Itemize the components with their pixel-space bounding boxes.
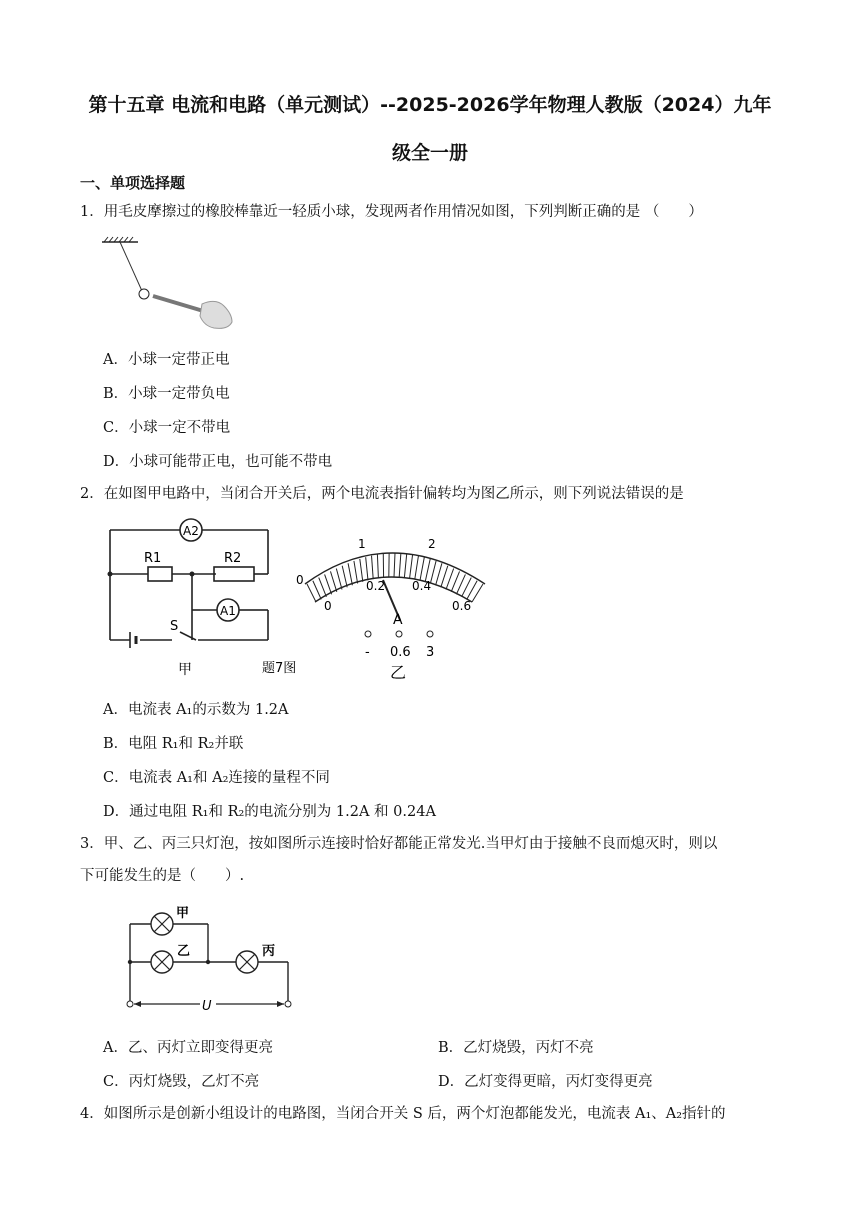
document-title-line2: 级全一册 xyxy=(391,142,468,164)
q2-scale-inner-1: 0.2 xyxy=(366,579,386,593)
section-heading: 一、单项选择题 xyxy=(80,174,186,192)
q3-option-a: A．乙、丙灯立即变得更亮 xyxy=(103,1040,273,1056)
q1-option-d: D．小球可能带正电，也可能不带电 xyxy=(103,454,333,470)
q3-label-yi: 乙 xyxy=(177,944,191,959)
q2-scale-inner-0: 0 xyxy=(324,599,332,613)
q3-option-b: B．乙灯烧毁，丙灯不亮 xyxy=(438,1040,594,1056)
q3-option-d: D．乙灯变得更暗，丙灯变得更亮 xyxy=(438,1074,653,1090)
question-4-text: 4．如图所示是创新小组设计的电路图，当闭合开关 S 后，两个灯泡都能发光，电流表 A₁、A₂指针的 xyxy=(80,1106,726,1122)
q3-label-u: U xyxy=(202,999,212,1014)
q1-option-a: A．小球一定带正电 xyxy=(103,352,230,368)
q1-figure-pendulum-rod xyxy=(98,236,238,332)
q2-terminal-minus: - xyxy=(365,645,370,660)
q1-option-b: B．小球一定带负电 xyxy=(103,386,230,402)
q2-label-a1: A1 xyxy=(220,604,236,618)
q2-option-c: C．电流表 A₁和 A₂连接的量程不同 xyxy=(103,770,330,786)
q2-label-r1: R1 xyxy=(144,551,162,566)
question-3-text-line1: 3．甲、乙、丙三只灯泡，按如图所示连接时恰好都能正常发光.当甲灯由于接触不良而熄灭时，则以 xyxy=(80,836,718,852)
q2-scale-outer-2: 2 xyxy=(428,537,436,551)
q2-label-yi: 乙 xyxy=(390,663,407,682)
q2-label-caption: 题7图 xyxy=(262,661,297,676)
q3-label-bing: 丙 xyxy=(262,944,276,959)
document-title-line1: 第十五章 电流和电路（单元测试）--2025-2026学年物理人教版（2024）九年 xyxy=(88,94,772,116)
q2-scale-outer-1: 1 xyxy=(358,537,366,551)
question-1-text: 1．用毛皮摩擦过的橡胶棒靠近一轻质小球，发现两者作用情况如图，下列判断正确的是 （ ） xyxy=(80,204,703,220)
q2-option-d: D．通过电阻 R₁和 R₂的电流分别为 1.2A 和 0.24A xyxy=(103,804,436,820)
question-2-text: 2．在如图甲电路中，当闭合开关后，两个电流表指针偏转均为图乙所示，则下列说法错误的是 xyxy=(80,486,684,502)
q3-option-c: C．丙灯烧毁，乙灯不亮 xyxy=(103,1074,260,1090)
q2-scale-outer-0: 0 xyxy=(296,573,304,587)
q2-meter-symbol: A xyxy=(393,612,403,628)
q2-scale-inner-2: 0.4 xyxy=(412,579,432,593)
q2-label-r2: R2 xyxy=(224,551,242,566)
q2-terminal-06: 0.6 xyxy=(390,645,411,660)
q2-terminal-3: 3 xyxy=(426,645,435,660)
q2-label-s: S xyxy=(170,619,179,634)
question-3-text-line2: 下可能发生的是（ ）. xyxy=(80,868,245,884)
q2-option-a: A．电流表 A₁的示数为 1.2A xyxy=(103,702,289,718)
q2-option-b: B．电阻 R₁和 R₂并联 xyxy=(103,736,244,752)
q2-label-jia: 甲 xyxy=(178,662,192,678)
q2-figure-circuit-and-meter xyxy=(100,512,500,682)
q1-option-c: C．小球一定不带电 xyxy=(103,420,231,436)
q2-label-a2: A2 xyxy=(183,524,199,538)
q2-scale-inner-3: 0.6 xyxy=(452,599,472,613)
q3-figure-lamp-circuit xyxy=(120,900,300,1018)
q3-label-jia: 甲 xyxy=(176,906,190,921)
